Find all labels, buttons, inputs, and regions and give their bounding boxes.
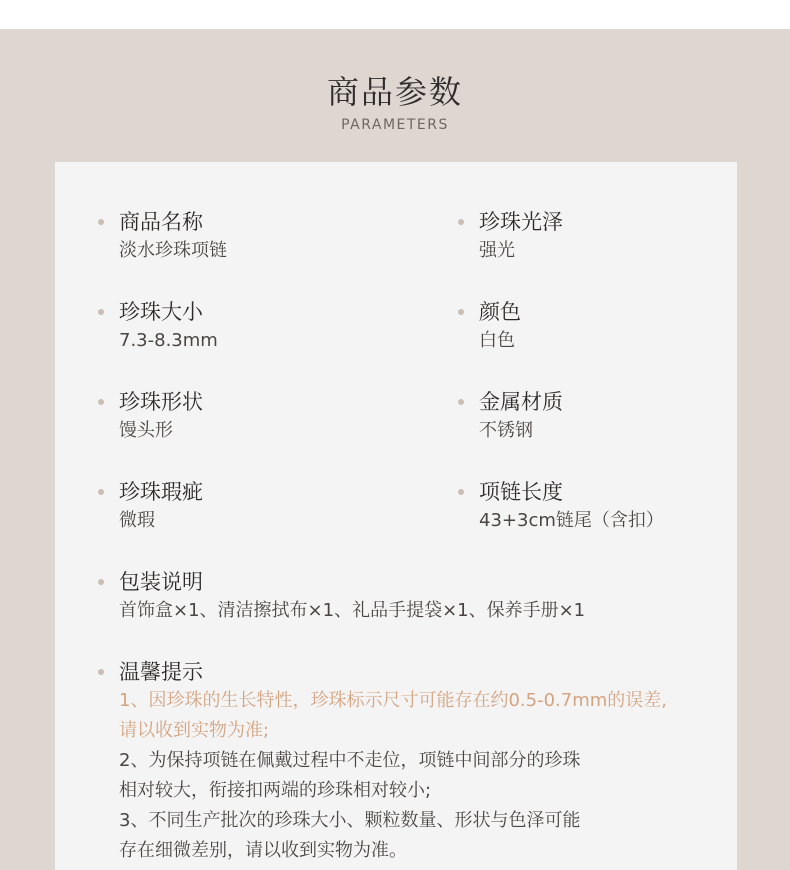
param-value: 微瑕: [119, 510, 155, 531]
param-label: 商品名称: [119, 210, 203, 234]
bullet-icon: [458, 399, 464, 405]
param-color: [479, 298, 521, 356]
bullet-icon: [98, 579, 104, 585]
bullet-icon: [98, 399, 104, 405]
bullet-icon: [98, 489, 104, 495]
param-product-name: [119, 208, 227, 266]
parameters-card: [55, 162, 737, 870]
param-pearl-flaw: [119, 478, 203, 536]
tips-info: [119, 658, 667, 866]
param-label: 珍珠形状: [119, 390, 203, 414]
param-metal-material: [479, 388, 563, 446]
param-value: 淡水珍珠项链: [119, 240, 227, 261]
top-strip: [0, 0, 790, 29]
bullet-icon: [98, 309, 104, 315]
param-value: 不锈钢: [479, 420, 533, 441]
param-necklace-length: [479, 478, 664, 536]
tip-line: 1、因珍珠的生长特性，珍珠标示尺寸可能存在约0.5-0.7mm的误差,: [119, 690, 667, 711]
param-label: 珍珠瑕疵: [119, 480, 203, 504]
param-value: 馒头形: [119, 420, 173, 441]
bullet-icon: [458, 219, 464, 225]
section-title: 商品参数: [326, 73, 463, 111]
bullet-icon: [458, 309, 464, 315]
param-label: 珍珠光泽: [479, 210, 563, 234]
bullet-icon: [98, 219, 104, 225]
packaging-value: 首饰盒×1、清洁擦拭布×1、礼品手提袋×1、保养手册×1: [119, 600, 586, 621]
param-label: 项链长度: [479, 480, 563, 504]
bullet-icon: [458, 489, 464, 495]
tip-line: 相对较大，衔接扣两端的珍珠相对较小;: [119, 780, 432, 801]
param-value: 7.3-8.3mm: [119, 330, 218, 351]
bullet-icon: [98, 669, 104, 675]
param-label: 金属材质: [479, 390, 563, 414]
tip-line: 3、不同生产批次的珍珠大小、颗粒数量、形状与色泽可能: [119, 810, 581, 831]
section-subtitle: PARAMETERS: [341, 117, 449, 133]
param-label: 珍珠大小: [119, 300, 203, 324]
param-value: 强光: [479, 240, 515, 261]
param-pearl-shape: [119, 388, 203, 446]
packaging-label: 包装说明: [119, 570, 203, 594]
tip-line: 存在细微差别，请以收到实物为准。: [119, 840, 407, 861]
param-pearl-luster: [479, 208, 563, 266]
tips-label: 温馨提示: [119, 660, 203, 684]
param-value: 43+3cm链尾（含扣）: [479, 510, 664, 531]
packaging-info: [119, 568, 585, 626]
tip-line: 请以收到实物为准;: [119, 720, 270, 741]
tip-line: 2、为保持项链在佩戴过程中不走位，项链中间部分的珍珠: [119, 750, 581, 771]
param-label: 颜色: [479, 300, 521, 324]
param-pearl-size: [119, 298, 218, 356]
param-value: 白色: [479, 330, 515, 351]
